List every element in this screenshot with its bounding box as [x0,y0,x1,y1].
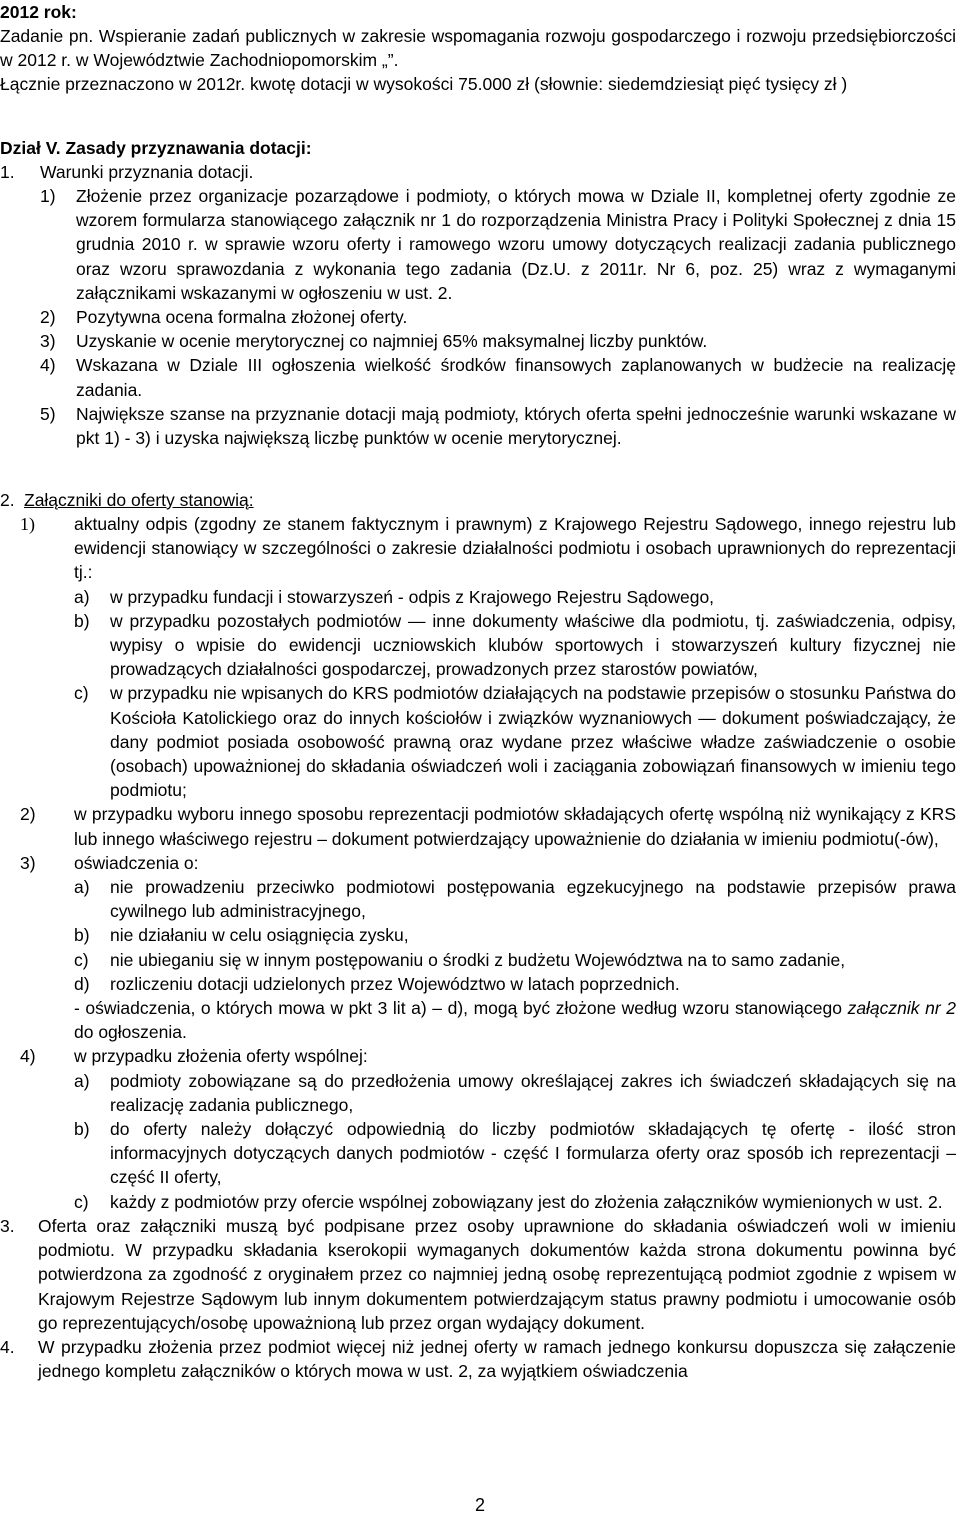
condition-number: 3) [40,331,56,352]
condition-number: 5) [40,403,56,424]
sub-item [74,1069,956,1117]
sub-item-text: w przypadku pozostałych podmiotów — inne dokumenty właściwe dla podmiotu, tj. zaświadczenia, odpisy, wypisy o wpisie do ewidencji uczniowskich klubów sportowych i stowarzyszeń kultury fizycznej nie prowadzących działalności gospodarczej, prowadzonych przez starostów powiatów, [110,610,956,680]
sub-item-text: nie działaniu w celu osiągnięcia zysku, [110,925,409,946]
page-number: 2 [474,1495,485,1515]
task-description: Zadanie pn. Wspieranie zadań publicznych w zakresie wspomagania rozwoju gospodarczego i rozwoju przedsiębiorczości w 2012 r. w Województwie Zachodniopomorskim „”. [0,26,956,71]
condition-text: Największe szanse na przyznanie dotacji mają podmioty, których oferta spełni jednocześnie warunki wskazane w pkt 1) - 3) i uzyska największą liczbę punktów w ocenie merytorycznej. [76,403,956,449]
item-title: Załączniki do oferty stanowią: [24,490,254,510]
attachment-sublist [0,875,956,1044]
condition-text: Uzyskanie w ocenie merytorycznej co najmniej 65% maksymalnej liczby punktów. [76,331,708,352]
condition-number: 4) [40,355,56,376]
condition-text: Pozytywna ocena formalna złożonej oferty. [76,307,408,328]
sub-item [74,948,956,972]
year-title: 2012 rok: [0,2,77,22]
item-number: 4. [0,1336,15,1357]
sub-item-text: rozliczeniu dotacji udzielonych przez Województwo w latach poprzednich. [110,973,680,994]
condition-item [40,402,956,450]
section-title: Dział V. Zasady przyznawania dotacji: [0,138,312,158]
attachment-number: 3) [20,852,36,873]
attachment-text: aktualny odpis (zgodny ze stanem faktycznym i prawnym) z Krajowego Rejestru Sądowego, innego rejestru lub ewidencji stanowiący w szczególności o zakresie działalności podmiotu i osobach uprawnionych do reprezentacji tj.: [74,514,956,583]
sub-item-letter: c) [74,949,89,970]
condition-text: Złożenie przez organizacje pozarządowe i podmioty, o których mowa w Dziale II, kompletnej oferty zgodnie ze wzorem formularza stanowiącego załącznik nr 1 do rozporządzenia Ministra Pracy i Polityki Społecznej z dnia 15 grudnia 2010 r. w sprawie wzoru oferty i ramowego wzoru umowy dotyczących realizacji zadania publicznego oraz wzoru sprawozdania z wykonania tego zadania (Dz.U. z 2011r. Nr 6, poz. 25) wraz z wymaganymi załącznikami wskazanymi w ogłoszeniu w ust. 2. [76,186,956,303]
sub-item [74,923,956,947]
sub-item [74,1190,956,1214]
sub-item [74,609,956,682]
item-number: 2. [0,490,15,510]
sub-item-text: nie ubieganiu się w innym postępowaniu o środki z budżetu Województwa na to samo zadanie, [110,949,846,970]
sub-item-letter: c) [74,683,89,704]
item-4 [0,1335,956,1383]
sub-item-letter: b) [74,925,90,946]
sub-item [74,585,956,609]
statement-note [74,996,956,1044]
attachment-item [0,512,956,585]
attachment-number: 4) [20,1046,36,1067]
attachment-text: w przypadku złożenia oferty wspólnej: [74,1046,368,1067]
attachment-sublist [0,585,956,803]
item-number: 3. [0,1215,15,1236]
sub-item-text: każdy z podmiotów przy ofercie wspólnej zobowiązany jest do złożenia załączników wymienionych w ust. 2. [110,1191,943,1212]
condition-item [40,184,956,305]
item-title: Warunki przyznania dotacji. [40,162,254,182]
attachment-item [0,802,956,850]
sub-item [74,972,956,996]
condition-number: 2) [40,307,56,328]
item-2-heading [0,488,956,512]
sub-item-letter: a) [74,877,90,898]
sub-item [74,681,956,802]
sub-item [74,1117,956,1190]
sub-item-text: w przypadku fundacji i stowarzyszeń - odpis z Krajowego Rejestru Sądowego, [110,586,715,607]
sub-item-text: podmioty zobowiązane są do przedłożenia umowy określającej zakres ich świadczeń składających się na realizację zadania publicznego, [110,1070,956,1115]
attachment-item [0,1044,956,1068]
sub-item-text: do oferty należy dołączyć odpowiednią do liczby podmiotów składających tę ofertę - ilość stron informacyjnych dotyczących danych podmiotów - część I formularza oferty oraz sposób ich reprezentacji – część II oferty, [110,1119,956,1188]
total-amount: Łącznie przeznaczono w 2012r. kwotę dotacji w wysokości 75.000 zł (słownie: siedemdziesiąt pięć tysięcy zł ) [0,74,848,94]
sub-item-letter: d) [74,973,90,994]
condition-text: Wskazana w Dziale III ogłoszenia wielkość środków finansowych zaplanowanych w budżecie na realizację zadania. [76,355,956,400]
sub-item-letter: c) [74,1191,89,1212]
item-number: 1. [0,162,15,182]
sub-item-letter: b) [74,1119,90,1140]
note-annex-ref: załącznik nr 2 [847,998,956,1019]
item-text: W przypadku złożenia przez podmiot więcej niż jednej oferty w ramach jednego konkursu dopuszcza się załączenie jednego kompletu załączników o których mowa w ust. 2, za wyjątkiem oświadczenia [38,1336,956,1382]
attachment-sublist [0,1069,956,1214]
attachments-list [0,512,956,1383]
sub-item-letter: a) [74,1070,90,1091]
sub-item-letter: a) [74,586,90,607]
sub-item-text: w przypadku nie wpisanych do KRS podmiotów działających na podstawie przepisów o stosunku Państwa do Kościoła Katolickiego oraz do innych kościołów i związków wyznaniowych — dokument poświadczający, że dany podmiot posiada osobowość prawną oraz wydane przez właściwe władze zaświadczenie o osobie (osobach) upoważnionej do składania oświadczeń woli i zaciągania zobowiązań finansowych w imieniu tego podmiotu; [110,683,956,801]
item-text: Oferta oraz załączniki muszą być podpisane przez osoby uprawnione do składania oświadczeń woli w imieniu podmiotu. W przypadku składania kserokopii wymaganych dokumentów każda strona dokumentu powinna być potwierdzona za zgodność z oryginałem przez co najmniej jedną osobę reprezentującą podmiot zgodnie z wpisem w Krajowym Rejestrze Sądowym lub innym dokumentem potwierdzającym status prawny podmiotu i umocowanie osób go reprezentujących/osobę upoważnioną lub przez organ wydający dokument. [38,1215,956,1333]
attachment-number: 2) [20,804,36,825]
item-1-heading [0,160,956,184]
sub-item-letter: b) [74,610,90,631]
condition-item [40,353,956,401]
condition-item [40,329,956,353]
condition-item [40,305,956,329]
condition-number: 1) [40,186,56,206]
sub-item [74,875,956,923]
attachment-text: oświadczenia o: [74,852,199,873]
attachment-text: w przypadku wyboru innego sposobu reprezentacji podmiotów składających ofertę wspólną niż wynikający z KRS lub innego właściwego rejestru – dokument potwierdzający upoważnienie do działania w imieniu podmiotu(-ów), [74,804,956,849]
sub-item-text: nie prowadzeniu przeciwko podmiotowi postępowania egzekucyjnego na podstawie przepisów prawa cywilnego lub administracyjnego, [110,877,956,922]
attachment-item [0,851,956,875]
attachment-number: 1) [20,514,35,534]
item-3 [0,1214,956,1335]
note-text: - oświadczenia, o których mowa w pkt 3 lit a) – d), mogą być złożone według wzoru stanowiącego [74,998,848,1019]
conditions-list [40,184,956,450]
note-text-end: do ogłoszenia. [74,1022,187,1043]
